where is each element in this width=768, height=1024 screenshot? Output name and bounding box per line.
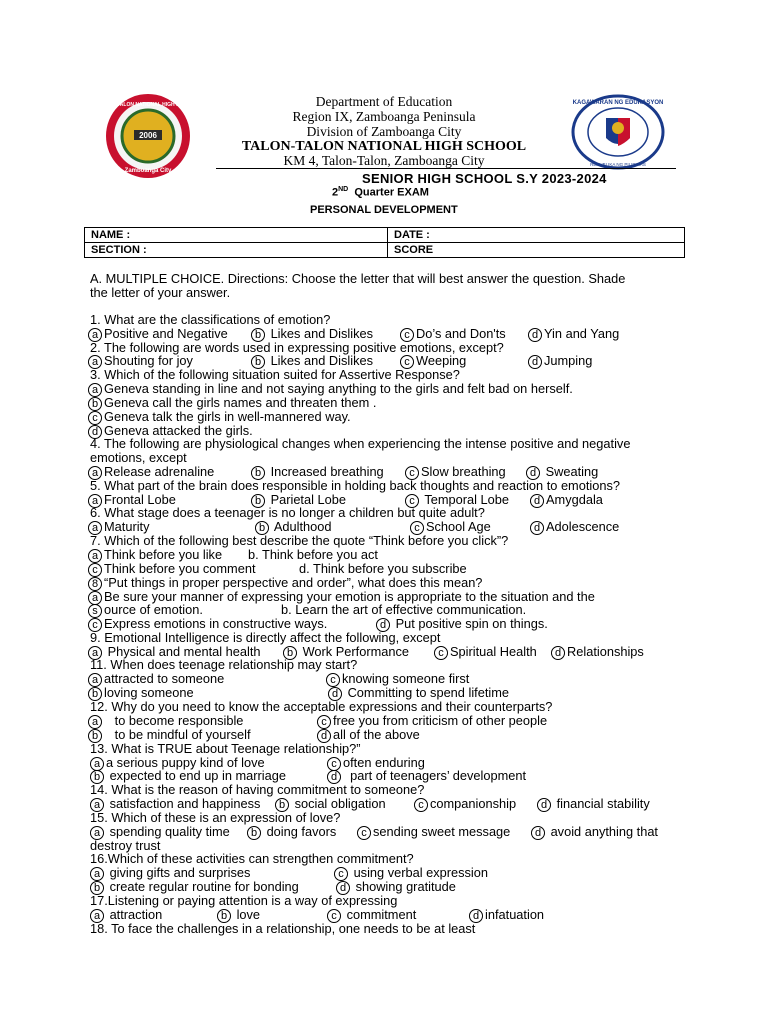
q13-option-a[interactable]: a a serious puppy kind of love [90, 756, 265, 771]
student-info-table [84, 227, 685, 258]
q16-option-a[interactable]: a giving gifts and surprises [90, 866, 250, 881]
q8-option-d[interactable]: d Put positive spin on things. [376, 617, 548, 632]
question-6: 6. What stage does a teenager is no longer a children but quite adult? [90, 505, 485, 520]
q9-option-c[interactable]: c Spiritual Health [434, 645, 537, 660]
q4-option-c[interactable]: c Slow breathing [405, 465, 506, 480]
q16-option-b[interactable]: b create regular routine for bonding [90, 880, 299, 895]
q6-option-c[interactable]: c School Age [410, 520, 491, 535]
q13-option-b[interactable]: b expected to end up in marriage [90, 769, 286, 784]
directions-line-1: A. MULTIPLE CHOICE. Directions: Choose the letter that will best answer the question. Shade [90, 271, 626, 286]
q11-option-d[interactable]: d Committing to spend lifetime [328, 686, 509, 701]
q14-option-d[interactable]: d financial stability [537, 797, 650, 812]
q14-option-a[interactable]: a satisfaction and happiness [90, 797, 260, 812]
header-rule [216, 168, 676, 169]
q7-option-b[interactable]: b. Think before you act [248, 547, 378, 562]
q6-option-d[interactable]: d Adolescence [530, 520, 619, 535]
exam-quarter: 2ND Quarter EXAM [332, 186, 429, 199]
q14-option-c[interactable]: c companionship [414, 797, 516, 812]
q5-option-b[interactable]: b Parietal Lobe [251, 493, 346, 508]
question-13: 13. What is TRUE about Teenage relationship?” [90, 741, 361, 756]
q12-option-c[interactable]: c free you from criticism of other people [317, 714, 547, 729]
question-16: 16.Which of these activities can strengthen commitment? [90, 851, 414, 866]
q9-option-d[interactable]: d Relationships [551, 645, 644, 660]
q7-option-d[interactable]: d. Think before you subscribe [299, 561, 467, 576]
q7-option-a[interactable]: a Think before you like [88, 548, 222, 563]
q11-option-c[interactable]: c knowing someone first [326, 672, 469, 687]
exam-subject: PERSONAL DEVELOPMENT [310, 204, 458, 216]
q1-option-a[interactable]: a Positive and Negative [88, 327, 228, 342]
q6-option-a[interactable]: a Maturity [88, 520, 150, 535]
question-3: 3. Which of the following situation suited for Assertive Response? [90, 367, 460, 382]
question-1: 1. What are the classifications of emotion? [90, 312, 331, 327]
q12-option-d[interactable]: d all of the above [317, 728, 420, 743]
q15-option-a[interactable]: a spending quality time [90, 825, 230, 840]
q2-option-c[interactable]: c Weeping [400, 354, 466, 369]
region-line: Region IX, Zamboanga Peninsula [292, 109, 476, 124]
q8-option-c[interactable]: c Express emotions in constructive ways. [88, 617, 327, 632]
q11-option-a[interactable]: a attracted to someone [88, 672, 224, 687]
question-4-line-2: emotions, except [90, 450, 187, 465]
name-field[interactable]: NAME : [85, 228, 388, 243]
date-field[interactable]: DATE : [388, 228, 685, 243]
q13-option-c[interactable]: c often enduring [327, 756, 425, 771]
q5-option-d[interactable]: d Amygdala [530, 493, 603, 508]
q17-option-c[interactable]: c commitment [327, 908, 416, 923]
school-name: TALON-TALON NATIONAL HIGH SCHOOL [241, 139, 527, 154]
q4-option-b[interactable]: b Increased breathing [251, 465, 384, 480]
q15-option-c[interactable]: c sending sweet message [357, 825, 510, 840]
q1-option-c[interactable]: c Do’s and Don'ts [400, 327, 506, 342]
q1-option-d[interactable]: d Yin and Yang [528, 327, 619, 342]
q2-option-a[interactable]: a Shouting for joy [88, 354, 193, 369]
q15-option-b[interactable]: b doing favors [247, 825, 336, 840]
question-14: 14. What is the reason of having commitment to someone? [90, 782, 425, 797]
svg-text:KAGAWARAN NG EDUKASYON: KAGAWARAN NG EDUKASYON [572, 100, 664, 106]
question-7: 7. Which of the following best describe the quote “Think before you click”? [90, 533, 509, 548]
q9-option-b[interactable]: b Work Performance [283, 645, 409, 660]
svg-text:Zamboanga City: Zamboanga City [124, 168, 172, 174]
q12-option-a[interactable]: a to become responsible [88, 714, 243, 729]
q4-option-a[interactable]: a Release adrenaline [88, 465, 214, 480]
svg-text:2006: 2006 [139, 131, 157, 140]
q12-option-b[interactable]: b to be mindful of yourself [88, 728, 251, 743]
q7-option-c[interactable]: c Think before you comment [88, 562, 256, 577]
q13-option-d[interactable]: d part of teenagers’ development [327, 769, 526, 784]
question-11: 11. When does teenage relationship may start? [90, 657, 358, 672]
school-year-title: SENIOR HIGH SCHOOL S.Y 2023-2024 [362, 171, 607, 186]
question-4-line-1: 4. The following are physiological changes when experiencing the intense positive and negative [90, 436, 631, 451]
division-line: Division of Zamboanga City [306, 124, 462, 139]
q6-option-b[interactable]: b Adulthood [255, 520, 332, 535]
q14-option-b[interactable]: b social obligation [275, 797, 386, 812]
department-line: Department of Education [315, 94, 453, 109]
q16-option-d[interactable]: d showing gratitude [336, 880, 456, 895]
q2-option-b[interactable]: b Likes and Dislikes [251, 354, 373, 369]
q8-option-a[interactable]: a Be sure your manner of expressing your emotion is appropriate to the situation and the [88, 590, 595, 605]
q2-option-d[interactable]: d Jumping [528, 354, 592, 369]
q17-option-d[interactable]: d infatuation [469, 908, 544, 923]
q3-option-d[interactable]: d Geneva attacked the girls. [88, 424, 253, 439]
school-address: KM 4, Talon-Talon, Zamboanga City [283, 153, 485, 168]
q8-option-a-continued: s ource of emotion. [88, 603, 203, 618]
q15-option-d-continued: destroy trust [90, 838, 161, 853]
question-15: 15. Which of these is an expression of love? [90, 810, 341, 825]
question-12: 12. Why do you need to know the acceptable expressions and their counterparts? [90, 699, 553, 714]
q17-option-b[interactable]: b love [217, 908, 260, 923]
question-9: 9. Emotional Intelligence is directly affect the following, except [90, 630, 441, 645]
q3-option-b[interactable]: b Geneva call the girls names and threaten them . [88, 396, 376, 411]
question-18: 18. To face the challenges in a relationship, one needs to be at least [90, 921, 476, 936]
directions-line-2: the letter of your answer. [90, 285, 231, 300]
svg-text:TALON-TALON NATIONAL HIGH SCHO: TALON-TALON NATIONAL HIGH SCHOOL [98, 102, 198, 108]
question-8: 8 “Put things in proper perspective and order”, what does this mean? [88, 576, 482, 591]
q17-option-a[interactable]: a attraction [90, 908, 162, 923]
question-17: 17.Listening or paying attention is a way of expressing [90, 893, 398, 908]
q9-option-a[interactable]: a Physical and mental health [88, 645, 261, 660]
q5-option-a[interactable]: a Frontal Lobe [88, 493, 176, 508]
q1-option-b[interactable]: b Likes and Dislikes [251, 327, 373, 342]
question-2: 2. The following are words used in expressing positive emotions, except? [90, 340, 504, 355]
svg-text:REPUBLIKA NG PILIPINAS: REPUBLIKA NG PILIPINAS [590, 162, 646, 167]
q15-option-d[interactable]: d avoid anything that [531, 825, 658, 840]
q8-option-b[interactable]: b. Learn the art of effective communication. [281, 602, 527, 617]
question-5: 5. What part of the brain does responsible in holding back thoughts and reaction to emotions? [90, 478, 620, 493]
q3-option-a[interactable]: a Geneva standing in line and not saying anything to the girls and felt bad on herself. [88, 382, 573, 397]
q11-option-b[interactable]: b loving someone [88, 686, 194, 701]
q16-option-c[interactable]: c using verbal expression [334, 866, 488, 881]
q3-option-c[interactable]: c Geneva talk the girls in well-mannered way. [88, 410, 351, 425]
q5-option-c[interactable]: c Temporal Lobe [405, 493, 509, 508]
score-field[interactable]: SCORE [388, 243, 685, 258]
section-field[interactable]: SECTION : [85, 243, 388, 258]
q4-option-d[interactable]: d Sweating [526, 465, 598, 480]
